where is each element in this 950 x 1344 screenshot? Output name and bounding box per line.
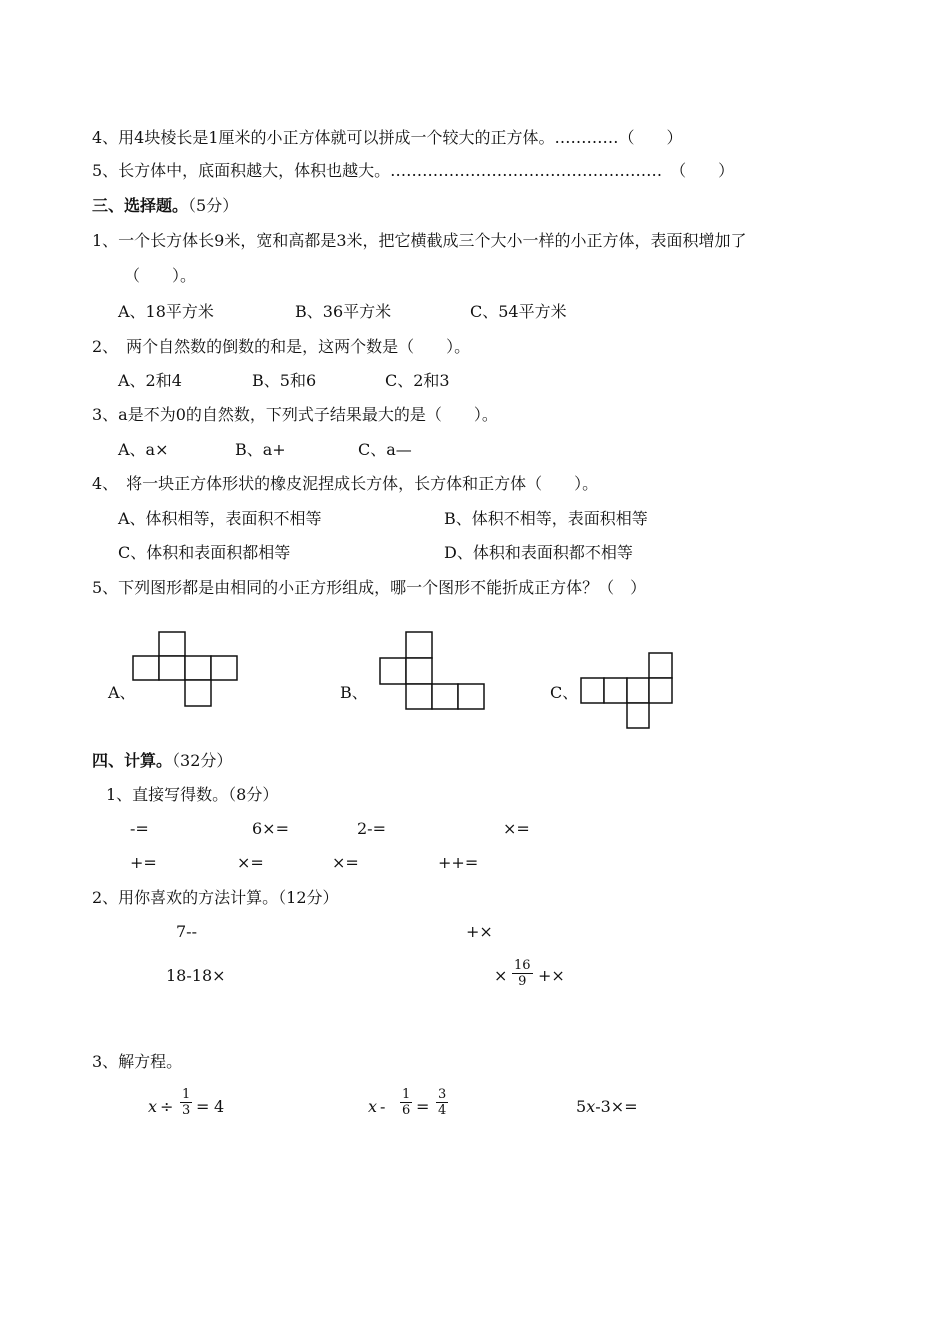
choice-q2-option-b: B、5和6 [252,371,317,390]
net-c-square [627,703,649,728]
choice-q3-option-c: C、a— [358,440,412,459]
calc-item: ×= [237,853,264,872]
eq1-variable: x [148,1097,158,1116]
section-title: 四、计算。 [92,751,173,770]
fraction-denominator: 3 [182,1103,191,1118]
net-b-square [432,684,458,709]
calc-expr: +× [466,922,493,941]
choice-q3-option-a: A、a× [118,440,169,459]
net-b-square [406,684,432,709]
section-calc-heading [92,751,232,771]
choice-q2-option-c: C、2和3 [385,371,450,390]
choice-q1: 1、一个长方体长9米，宽和高都是3米，把它横截成三个大小一样的小正方体，表面积增加了 [92,231,747,250]
calc-item: -= [130,819,149,838]
net-a-square [159,656,185,680]
eq3-coefficient: 5 [576,1097,587,1116]
calc-expr: 18-18× [166,966,226,985]
calc-expr: 7-- [176,922,197,941]
net-a-square [185,680,211,706]
net-figure-b [377,630,489,712]
choice-q4-option-d: D、体积和表面积都不相等 [444,543,633,562]
choice-q3: 3、a是不为0的自然数，下列式子结果最大的是（ ）。 [92,405,498,424]
net-c-square [649,653,672,678]
eq2-rhs-fraction [436,1087,448,1118]
calc-item: ×= [332,853,359,872]
net-a-square [211,656,237,680]
fraction-numerator: 16 [514,958,531,973]
net-b-square [458,684,484,709]
fraction-denominator: 4 [438,1103,447,1118]
calc-item: ++= [438,853,479,872]
fraction-denominator: 9 [518,974,527,989]
net-c-square [581,678,604,703]
fraction-numerator: 1 [402,1087,411,1102]
eq2-equals: = [416,1097,430,1116]
net-c-square [627,678,649,703]
net-a-square [159,632,185,656]
calc-part3-title: 3、解方程。 [92,1052,183,1071]
section-score: （5分） [188,196,239,215]
net-c-square [604,678,627,703]
section-title: 三、选择题。 [92,196,189,215]
eq1-operator: ÷ [160,1097,174,1116]
calc-item: 6×= [252,819,289,838]
eq3-expression [576,1097,638,1117]
choice-q1-blank: （ ）。 [124,266,197,285]
calc-expr: × [494,966,508,985]
eq3-variable: x [586,1097,596,1116]
section-score: （32分） [172,751,233,770]
choice-q4-option-a: A、体积相等，表面积不相等 [118,509,322,528]
net-a-label: A、 [108,683,136,702]
choice-q4: 4、 将一块正方体形状的橡皮泥捏成长方体，长方体和正方体（ ）。 [92,474,599,493]
calc-part2-title: 2、用你喜欢的方法计算。（12分） [92,888,339,907]
fraction-numerator: 3 [438,1087,447,1102]
choice-q4-option-b: B、体积不相等，表面积相等 [444,509,648,528]
eq1-equals: = [196,1097,210,1116]
choice-q5: 5、下列图形都是由相同的小正方形组成，哪一个图形不能折成正方体？（ ） [92,578,647,597]
net-b-square [406,658,432,684]
choice-q2-option-a: A、2和4 [118,371,182,390]
choice-q3-option-b: B、a+ [235,440,286,459]
net-a-square [133,656,159,680]
net-figure-a [130,630,242,710]
choice-q2: 2、 两个自然数的倒数的和是，这两个数是（ ）。 [92,337,471,356]
calc-item: ×= [503,819,530,838]
eq2-variable: x [368,1097,378,1116]
section-choice-heading [92,196,238,216]
calc-item: += [130,853,157,872]
choice-q1-option-c: C、54平方米 [470,302,567,321]
eq1-rhs: 4 [214,1097,225,1116]
net-c-square [649,678,672,703]
fraction-numerator: 1 [182,1087,191,1102]
choice-q1-option-a: A、18平方米 [118,302,214,321]
choice-q4-option-c: C、体积和表面积都相等 [118,543,291,562]
net-b-square [380,658,406,684]
eq2-operator: - [380,1097,386,1116]
net-a-square [185,656,211,680]
net-figure-c [578,650,676,732]
judge-q4: 4、用4块棱长是1厘米的小正方体就可以拼成一个较大的正方体。…………（ ） [92,128,683,147]
fraction-denominator: 6 [402,1103,411,1118]
eq2-fraction [400,1087,412,1118]
net-b-label: B、 [340,683,368,702]
calc-expr: +× [538,966,565,985]
calc-fraction [512,958,533,989]
eq3-rest: -3×= [595,1097,638,1116]
choice-q1-option-b: B、36平方米 [295,302,392,321]
eq1-fraction [180,1087,192,1118]
net-b-square [406,632,432,658]
net-c-label: C、 [550,683,579,702]
calc-part1-title: 1、直接写得数。（8分） [106,785,279,804]
calc-item: 2-= [357,819,386,838]
judge-q5: 5、长方体中，底面积越大，体积也越大。…………………………………………… （ ） [92,161,735,180]
